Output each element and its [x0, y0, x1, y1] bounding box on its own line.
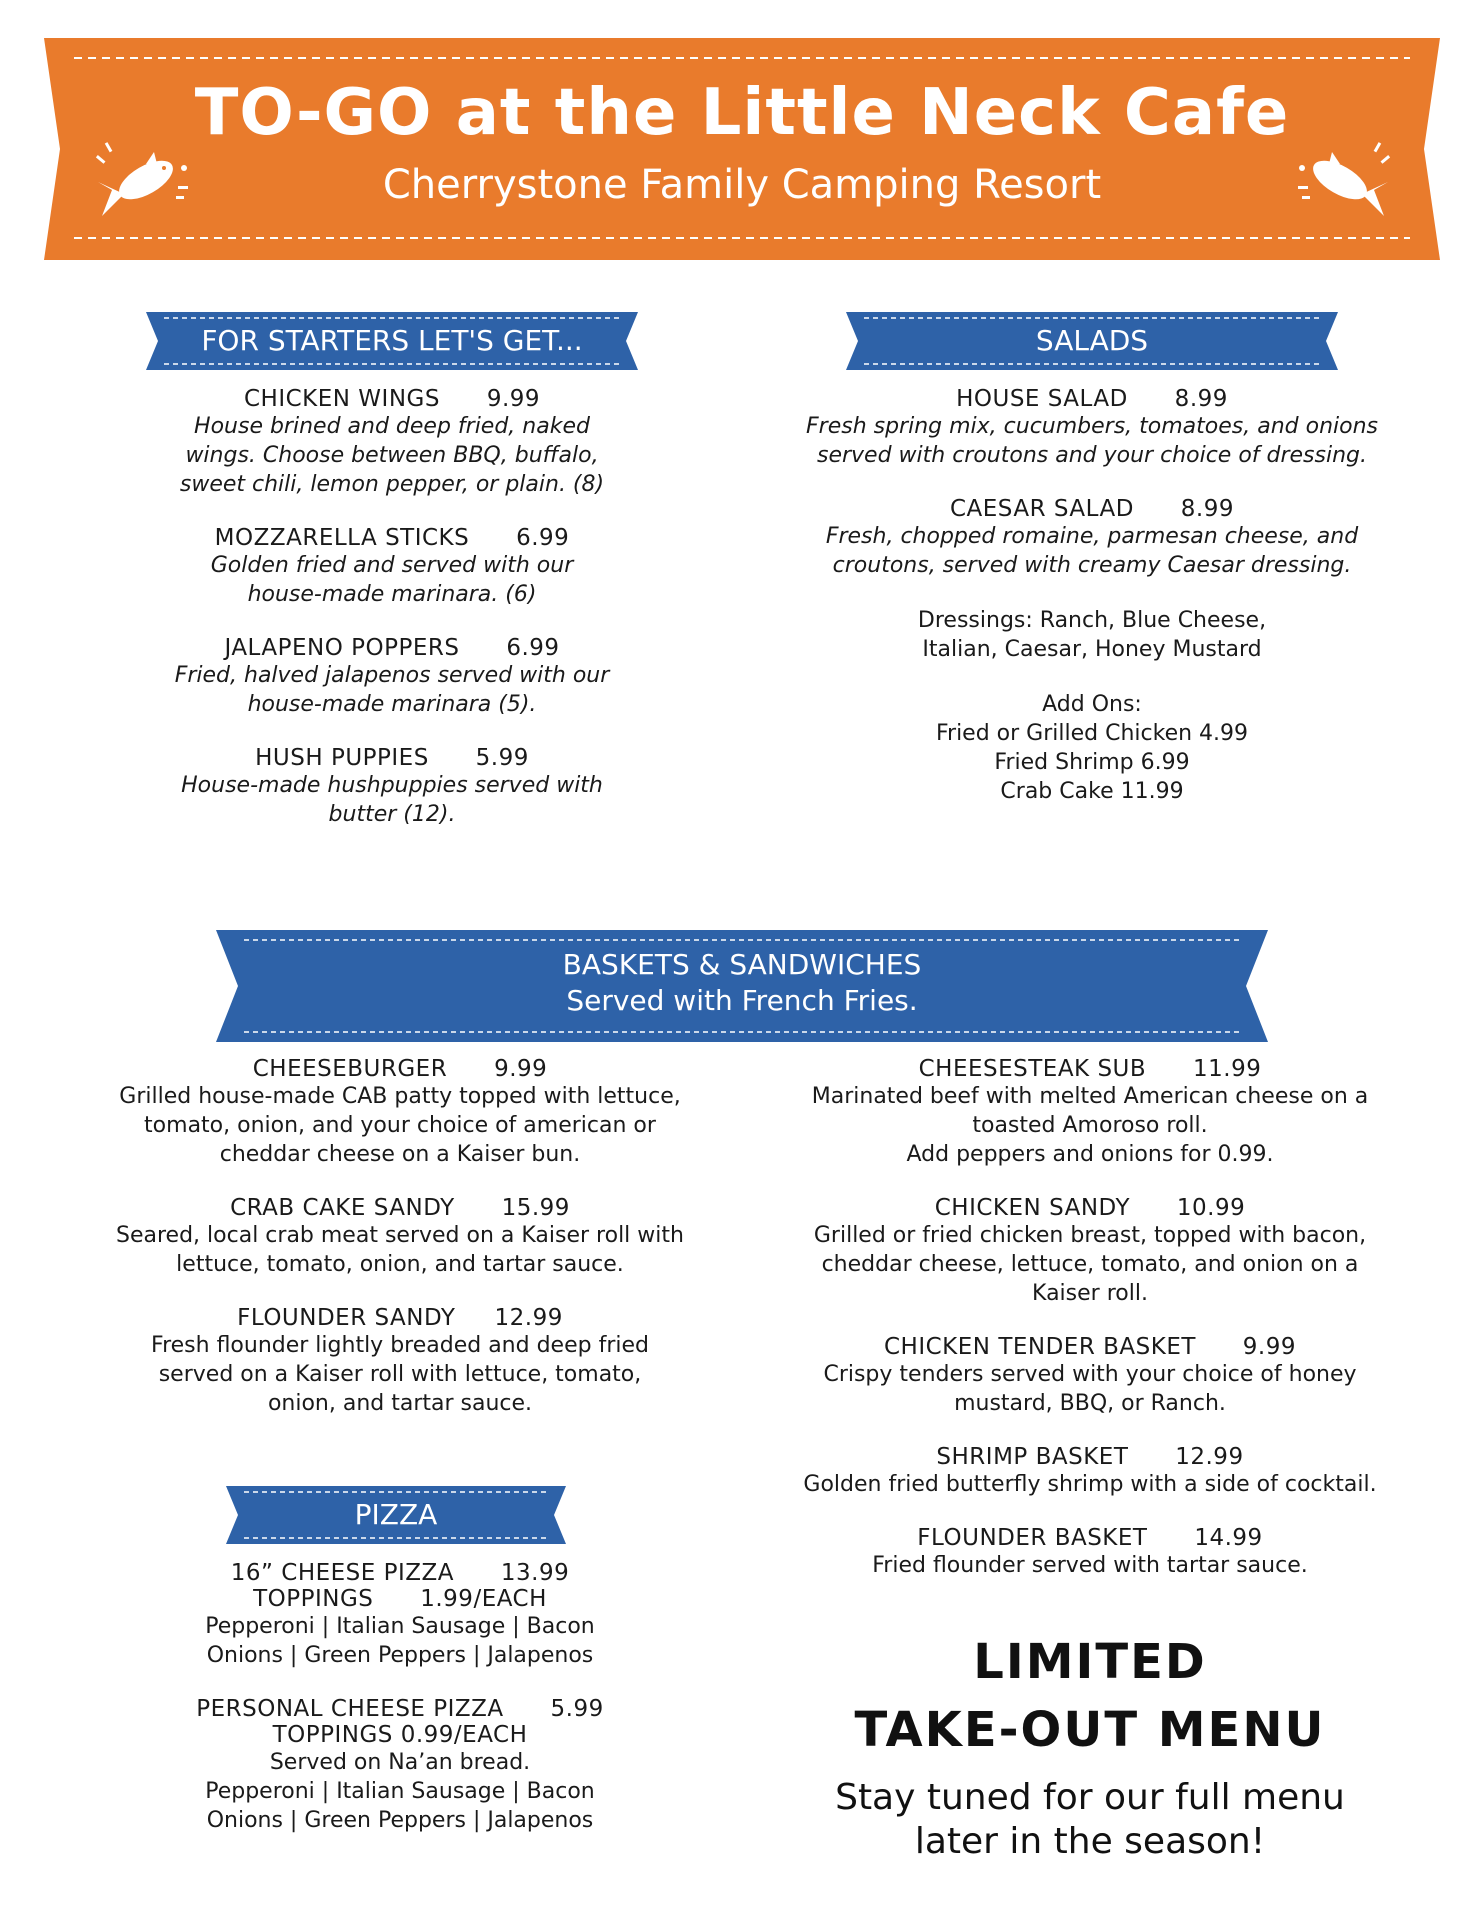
item-description: house-made marinara (5).	[247, 692, 537, 717]
salads-list	[740, 386, 1444, 832]
menu-item	[760, 1334, 1420, 1418]
pizza-detail: Pepperoni | Italian Sausage | Bacon	[205, 1614, 595, 1639]
item-description: Seared, local crab meat served on a Kaiser roll with	[116, 1223, 684, 1248]
pizza-heading: PIZZA	[354, 1498, 438, 1531]
item-name: CHICKEN WINGS 9.99	[243, 386, 541, 412]
fish-icon	[1292, 128, 1402, 228]
notice-stay-line2: later in the season!	[914, 1821, 1266, 1862]
item-description: Golden fried butterfly shrimp with a side of cocktail.	[803, 1472, 1377, 1497]
item-name: HUSH PUPPIES 5.99	[255, 745, 529, 771]
item-name: CHEESEBURGER 9.99	[252, 1056, 548, 1082]
pizza-detail: Onions | Green Peppers | Jalapenos	[206, 1808, 594, 1833]
item-description: house-made marinara. (6)	[247, 582, 537, 607]
addon-line: Crab Cake 11.99	[1000, 779, 1184, 804]
item-name: CHEESESTEAK SUB 11.99	[918, 1056, 1262, 1082]
notice-limited: LIMITED	[973, 1634, 1207, 1690]
item-description: mustard, BBQ, or Ranch.	[954, 1391, 1226, 1416]
item-name: SHRIMP BASKET 12.99	[936, 1444, 1244, 1470]
pizza-detail: Served on Na’an bread.	[269, 1750, 531, 1775]
pizza-toppings-price: TOPPINGS 0.99/EACH	[272, 1722, 528, 1748]
item-description: Grilled house-made CAB patty topped with lettuce,	[119, 1084, 681, 1109]
item-description: House brined and deep fried, naked	[194, 414, 590, 439]
baskets-heading: BASKETS & SANDWICHES	[562, 948, 922, 981]
page-title: TO-GO at the Little Neck Cafe	[194, 76, 1290, 150]
menu-item	[70, 1056, 730, 1169]
item-name: JALAPENO POPPERS 6.99	[224, 635, 560, 661]
item-description: cheddar cheese, lettuce, tomato, and onion on a	[821, 1252, 1359, 1277]
pizza-block	[120, 1560, 680, 1670]
pizza-block	[120, 1696, 680, 1835]
pizza-name: 16” CHEESE PIZZA 13.99	[230, 1560, 570, 1586]
item-description: served on a Kaiser roll with lettuce, tomato,	[158, 1362, 642, 1387]
menu-item	[120, 745, 664, 829]
pizza-name: PERSONAL CHEESE PIZZA 5.99	[196, 1696, 604, 1722]
notice-stay-line1: Stay tuned for our full menu	[835, 1777, 1345, 1818]
menu-item	[70, 1305, 730, 1418]
item-name: MOZZARELLA STICKS 6.99	[214, 525, 570, 551]
item-name: HOUSE SALAD 8.99	[956, 386, 1228, 412]
item-name: FLOUNDER BASKET 14.99	[917, 1525, 1263, 1551]
baskets-subheading: Served with French Fries.	[566, 984, 918, 1017]
addon-line: Fried Shrimp 6.99	[994, 750, 1190, 775]
item-description: toasted Amoroso roll.	[972, 1113, 1208, 1138]
page-subtitle: Cherrystone Family Camping Resort	[382, 162, 1102, 208]
menu-item	[760, 1444, 1420, 1499]
pizza-detail: Onions | Green Peppers | Jalapenos	[206, 1643, 594, 1668]
pizza-toppings-price: TOPPINGS 1.99/EACH	[253, 1586, 547, 1612]
menu-item	[120, 525, 664, 609]
menu-item	[760, 1195, 1420, 1308]
notice-takeout: TAKE-OUT MENU	[854, 1702, 1326, 1758]
baskets-banner	[216, 930, 1268, 1042]
item-description: lettuce, tomato, onion, and tartar sauce.	[176, 1252, 624, 1277]
starters-heading: FOR STARTERS LET'S GET...	[201, 324, 583, 357]
item-name: CAESAR SALAD 8.99	[949, 496, 1234, 522]
item-description: Crispy tenders served with your choice of honey	[823, 1362, 1357, 1387]
salads-banner	[846, 312, 1338, 370]
pizza-detail: Pepperoni | Italian Sausage | Bacon	[205, 1779, 595, 1804]
menu-item	[70, 1195, 730, 1279]
menu-item	[740, 386, 1444, 470]
starters-banner	[146, 312, 638, 370]
menu-item	[760, 1056, 1420, 1169]
item-description: Fresh spring mix, cucumbers, tomatoes, and onions	[806, 414, 1378, 439]
item-name: CRAB CAKE SANDY 15.99	[230, 1195, 570, 1221]
item-description: Marinated beef with melted American cheese on a	[811, 1084, 1369, 1109]
header-banner	[44, 38, 1440, 260]
item-description: served with croutons and your choice of dressing.	[816, 443, 1367, 468]
item-description: onion, and tartar sauce.	[267, 1391, 533, 1416]
item-description: Kaiser roll.	[1032, 1281, 1148, 1306]
starters-list	[120, 386, 664, 855]
menu-item	[760, 1525, 1420, 1580]
takeout-notice	[760, 1634, 1420, 1864]
menu-item	[120, 386, 664, 499]
fish-icon	[84, 128, 194, 228]
item-name: CHICKEN SANDY 10.99	[934, 1195, 1246, 1221]
addons-list	[740, 690, 1444, 806]
item-name: CHICKEN TENDER BASKET 9.99	[883, 1334, 1296, 1360]
item-description: Fried, halved jalapenos served with our	[174, 663, 610, 688]
item-description: cheddar cheese on a Kaiser bun.	[219, 1142, 581, 1167]
dressings-list	[740, 606, 1444, 664]
baskets-right-list	[760, 1056, 1420, 1606]
menu-item	[740, 496, 1444, 580]
dressing-line: Italian, Caesar, Honey Mustard	[922, 637, 1262, 662]
item-description: sweet chili, lemon pepper, or plain. (8)	[179, 472, 605, 497]
item-description: Fresh, chopped romaine, parmesan cheese, and	[825, 524, 1359, 549]
item-name: FLOUNDER SANDY 12.99	[237, 1305, 563, 1331]
baskets-left-list	[70, 1056, 730, 1444]
dressing-line: Dressings: Ranch, Blue Cheese,	[917, 608, 1267, 633]
item-description: wings. Choose between BBQ, buffalo,	[185, 443, 599, 468]
pizza-banner	[226, 1486, 566, 1544]
item-description: tomato, onion, and your choice of american or	[144, 1113, 656, 1138]
item-description: Fried flounder served with tartar sauce.	[872, 1553, 1308, 1578]
addon-line: Fried or Grilled Chicken 4.99	[935, 721, 1249, 746]
pizza-list	[120, 1560, 680, 1861]
item-description: Fresh flounder lightly breaded and deep fried	[151, 1333, 649, 1358]
salads-heading: SALADS	[1035, 324, 1149, 357]
item-description: House-made hushpuppies served with	[181, 773, 603, 798]
item-description: Grilled or fried chicken breast, topped with bacon,	[813, 1223, 1367, 1248]
item-description: croutons, served with creamy Caesar dressing.	[832, 553, 1352, 578]
item-description: Add peppers and onions for 0.99.	[906, 1142, 1274, 1167]
menu-item	[120, 635, 664, 719]
item-description: Golden fried and served with our	[210, 553, 574, 578]
addon-line: Add Ons:	[1042, 692, 1142, 717]
item-description: butter (12).	[328, 802, 456, 827]
